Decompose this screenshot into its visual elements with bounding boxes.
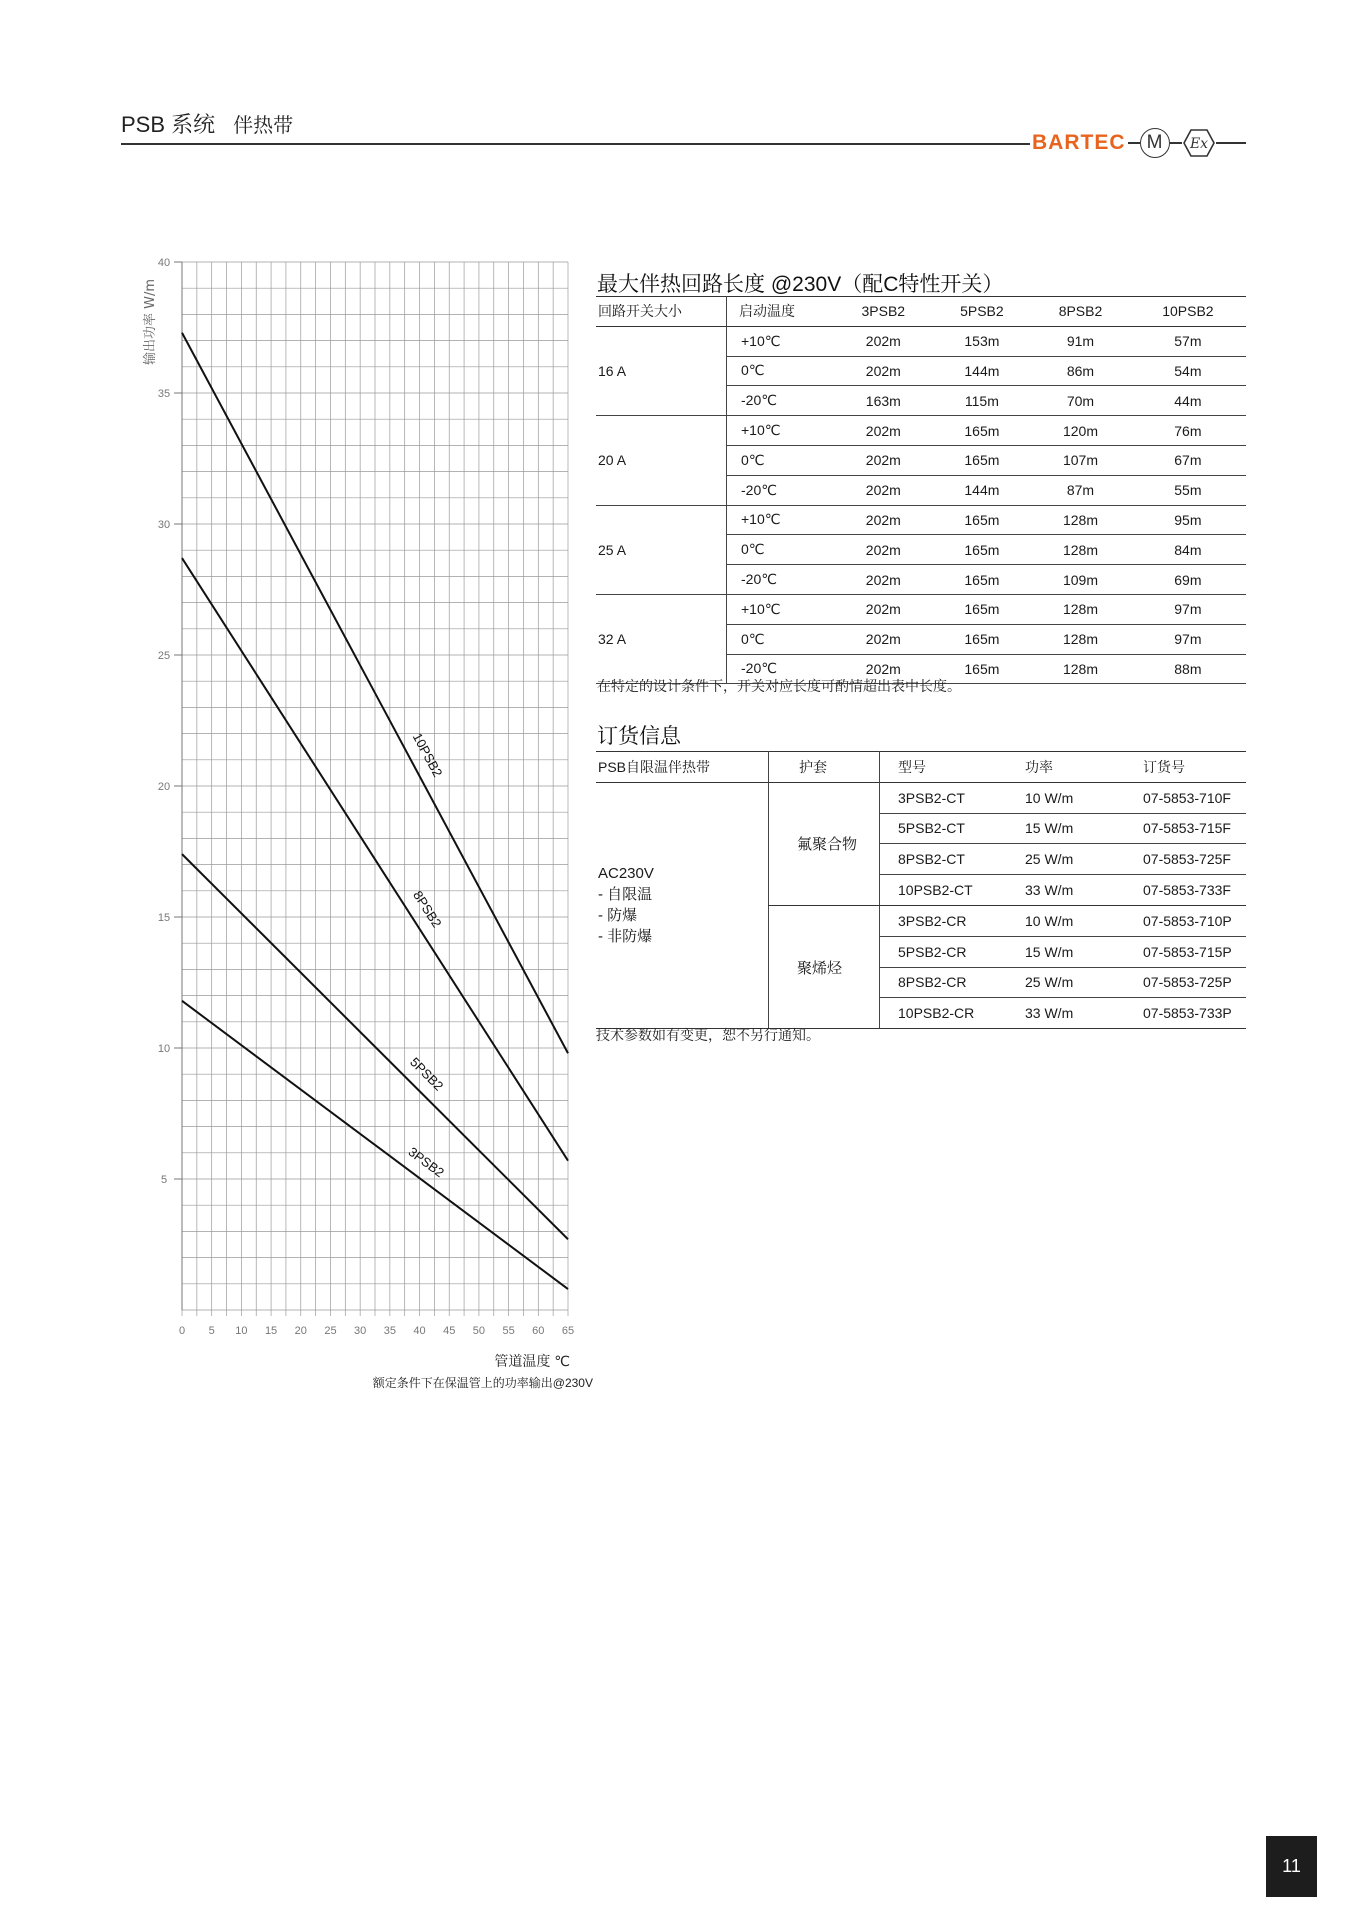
chart-svg	[120, 250, 600, 1400]
switch-size-cell: 20 A	[596, 416, 727, 505]
y-tick-label: 10	[157, 1043, 171, 1055]
x-tick-label: 10	[235, 1325, 248, 1337]
start-temp-cell: -20℃	[741, 392, 777, 409]
length-value-cell: 202m	[865, 660, 901, 677]
model-cell: 8PSB2-CR	[880, 967, 1004, 998]
power-cell: 33 W/m	[1003, 875, 1115, 906]
length-value-cell: 163m	[865, 392, 901, 409]
x-tick-label: 0	[178, 1325, 186, 1337]
order-table-title: 订货信息	[597, 725, 681, 748]
svg-text:Ex: Ex	[1189, 136, 1208, 152]
ex-mark-icon	[1182, 128, 1216, 158]
series-label: 5PSB2	[407, 1054, 447, 1094]
start-temp-cell: -20℃	[741, 481, 777, 498]
col-header: PSB自限温伴热带	[598, 758, 711, 775]
order-table	[596, 751, 1246, 1029]
length-value-cell: 202m	[865, 362, 901, 379]
start-temp-cell: +10℃	[741, 332, 781, 349]
length-value-cell: 86m	[1066, 362, 1095, 379]
order-number-cell: 07-5853-710F	[1115, 782, 1246, 813]
length-value-cell: 128m	[1062, 511, 1098, 528]
power-cell: 10 W/m	[1003, 782, 1115, 813]
table-row	[596, 416, 1246, 446]
length-table-note: 在特定的设计条件下，开关对应长度可酌情超出表中长度。	[597, 678, 961, 694]
length-value-cell: 54m	[1174, 362, 1202, 379]
order-number-cell: 07-5853-725P	[1115, 967, 1246, 998]
order-number-cell: 07-5853-710P	[1115, 905, 1246, 936]
length-value-cell: 165m	[964, 601, 1000, 618]
length-value-cell: 44m	[1174, 392, 1202, 409]
start-temp-cell: +10℃	[741, 511, 781, 528]
sheath-cell: 聚烯烃	[769, 905, 880, 1028]
category-line: - 自限温	[598, 886, 653, 904]
length-value-cell: 202m	[865, 631, 901, 648]
x-tick-label: 40	[413, 1325, 426, 1337]
switch-size-cell: 16 A	[596, 326, 727, 415]
header-subtitle: 伴热带	[233, 115, 294, 137]
length-value-cell: 84m	[1174, 541, 1202, 558]
start-temp-cell: 0℃	[741, 541, 765, 558]
order-number-cell: 07-5853-733P	[1115, 998, 1246, 1029]
length-value-cell: 165m	[964, 660, 1000, 677]
start-temp-cell: 0℃	[741, 362, 765, 379]
length-value-cell: 128m	[1062, 631, 1098, 648]
x-tick-label: 55	[502, 1325, 515, 1337]
length-value-cell: 165m	[964, 422, 1000, 439]
length-value-cell: 144m	[964, 482, 1000, 499]
power-cell: 25 W/m	[1003, 844, 1115, 875]
length-value-cell: 165m	[964, 631, 1000, 648]
length-value-cell: 165m	[964, 571, 1000, 588]
series-label: 8PSB2	[410, 888, 445, 931]
y-tick-label: 5	[160, 1174, 168, 1186]
length-value-cell: 202m	[865, 541, 901, 558]
length-value-cell: 202m	[865, 333, 901, 350]
y-tick-label: 15	[157, 912, 171, 924]
x-tick-label: 45	[443, 1325, 456, 1337]
length-value-cell: 107m	[1062, 452, 1098, 469]
length-value-cell: 202m	[865, 422, 901, 439]
power-cell: 10 W/m	[1003, 905, 1115, 936]
col-header: 启动温度	[739, 303, 795, 320]
length-value-cell: 95m	[1174, 511, 1202, 528]
length-value-cell: 144m	[964, 362, 1000, 379]
start-temp-cell: +10℃	[741, 600, 781, 617]
x-tick-label: 65	[561, 1325, 575, 1337]
length-value-cell: 57m	[1174, 333, 1202, 350]
length-value-cell: 70m	[1066, 392, 1095, 409]
length-value-cell: 87m	[1066, 482, 1095, 499]
length-value-cell: 165m	[964, 511, 1000, 528]
col-header: 回路开关大小	[596, 297, 727, 327]
length-value-cell: 128m	[1062, 601, 1098, 618]
y-tick-label: 35	[157, 388, 171, 400]
order-number-cell: 07-5853-725F	[1115, 844, 1246, 875]
x-axis-label: 管道温度 ℃	[494, 1353, 570, 1369]
category-cell	[596, 782, 769, 1028]
length-value-cell: 202m	[865, 601, 901, 618]
length-table	[596, 296, 1246, 684]
start-temp-cell: -20℃	[741, 660, 777, 677]
switch-size-cell: 25 A	[596, 505, 727, 594]
power-cell: 15 W/m	[1003, 813, 1115, 844]
length-value-cell: 165m	[964, 541, 1000, 558]
table-row	[596, 326, 1246, 356]
length-value-cell: 128m	[1062, 541, 1098, 558]
length-value-cell: 202m	[865, 452, 901, 469]
power-cell: 33 W/m	[1003, 998, 1115, 1029]
start-temp-cell: 0℃	[741, 630, 765, 647]
length-value-cell: 153m	[964, 333, 1000, 350]
length-value-cell: 97m	[1174, 631, 1202, 648]
length-value-cell: 128m	[1062, 660, 1098, 677]
table-row	[596, 594, 1246, 624]
x-tick-label: 30	[354, 1325, 367, 1337]
chart-caption: 额定条件下在保温管上的功率输出@230V	[372, 1376, 593, 1390]
category-line: - 非防爆	[598, 928, 653, 946]
y-tick-label: 20	[157, 781, 171, 793]
length-value-cell: 55m	[1174, 482, 1202, 499]
length-value-cell: 67m	[1174, 452, 1202, 469]
order-table-note: 技术参数如有变更，恕不另行通知。	[596, 1027, 820, 1043]
length-value-cell: 69m	[1174, 571, 1202, 588]
model-cell: 10PSB2-CT	[880, 875, 1004, 906]
category-line: AC230V	[598, 865, 654, 883]
power-output-chart	[120, 250, 600, 1400]
length-value-cell: 115m	[964, 392, 999, 409]
model-cell: 3PSB2-CR	[880, 905, 1004, 936]
model-cell: 10PSB2-CR	[880, 998, 1004, 1029]
length-value-cell: 109m	[1062, 571, 1098, 588]
length-value-cell: 202m	[865, 511, 901, 528]
brand-logo	[1030, 124, 1270, 162]
switch-size-cell: 32 A	[596, 594, 727, 683]
model-cell: 5PSB2-CR	[880, 936, 1004, 967]
model-cell: 3PSB2-CT	[880, 782, 1004, 813]
order-number-cell: 07-5853-733F	[1115, 875, 1246, 906]
power-cell: 25 W/m	[1003, 967, 1115, 998]
x-tick-label: 35	[383, 1325, 396, 1337]
y-tick-label: 25	[157, 650, 171, 662]
col-header: 型号	[880, 752, 1004, 783]
series-label: 3PSB2	[405, 1144, 447, 1181]
length-value-cell: 76m	[1174, 422, 1202, 439]
table-row	[596, 505, 1246, 535]
x-tick-label: 25	[324, 1325, 337, 1337]
header-title: PSB 系统	[121, 112, 216, 137]
table-row	[596, 782, 1246, 813]
page-header	[121, 108, 293, 139]
sheath-cell: 氟聚合物	[769, 782, 880, 905]
start-temp-cell: 0℃	[741, 451, 765, 468]
order-number-cell: 07-5853-715P	[1115, 936, 1246, 967]
y-axis-label: 输出功率 W/m	[143, 278, 158, 366]
table-header-row	[596, 297, 1246, 327]
length-value-cell: 91m	[1066, 333, 1095, 350]
brand-name: BARTEC	[1032, 131, 1126, 154]
length-value-cell: 165m	[964, 452, 1000, 469]
col-header: 3PSB2	[861, 303, 906, 320]
x-tick-label: 50	[472, 1325, 486, 1337]
model-cell: 5PSB2-CT	[880, 813, 1004, 844]
x-tick-label: 20	[294, 1325, 307, 1337]
model-cell: 8PSB2-CT	[880, 844, 1004, 875]
col-header: 10PSB2	[1162, 303, 1214, 320]
length-table-title: 最大伴热回路长度 @230V（配C特性开关）	[597, 273, 1004, 296]
y-tick-label: 30	[157, 519, 171, 531]
col-header: 订货号	[1143, 758, 1185, 775]
col-header: 5PSB2	[960, 303, 1004, 320]
length-value-cell: 97m	[1174, 601, 1202, 618]
category-line: - 防爆	[598, 907, 638, 925]
x-tick-label: 5	[208, 1325, 215, 1337]
page-number: 11	[1266, 1836, 1317, 1897]
length-value-cell: 88m	[1174, 660, 1202, 677]
y-tick-label: 40	[157, 257, 171, 269]
series-label: 10PSB2	[409, 730, 446, 780]
length-value-cell: 202m	[865, 571, 901, 588]
x-tick-label: 15	[264, 1325, 278, 1337]
start-temp-cell: +10℃	[741, 422, 781, 439]
table-header-row	[596, 752, 1246, 783]
m-mark-icon: M	[1140, 128, 1170, 158]
x-tick-label: 60	[532, 1325, 545, 1337]
start-temp-cell: -20℃	[741, 571, 777, 588]
power-cell: 15 W/m	[1003, 936, 1115, 967]
col-header: 功率	[1025, 758, 1053, 775]
length-value-cell: 202m	[865, 482, 901, 499]
col-header: 8PSB2	[1058, 303, 1103, 320]
col-header: 护套	[769, 752, 880, 783]
length-value-cell: 120m	[1062, 422, 1098, 439]
order-number-cell: 07-5853-715F	[1115, 813, 1246, 844]
